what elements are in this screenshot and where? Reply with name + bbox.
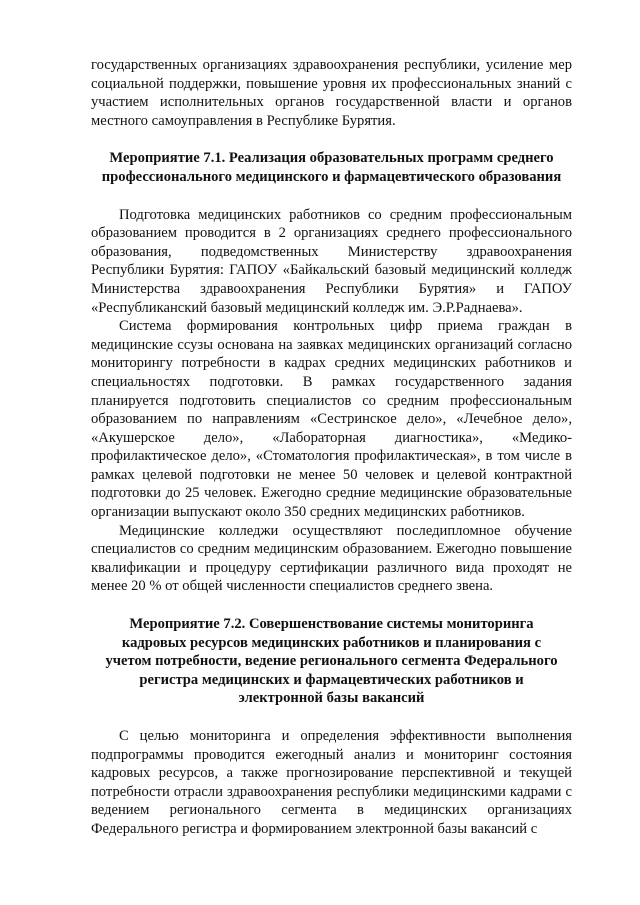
section-heading-7-2: Мероприятие 7.2. Совершенствование системы мониторинга кадровых ресурсов медицинских работников и планирования с учетом потребности, ведение регионального сегмента Федерального регистра медицинских и фармацевтических работников и электронной базы вакансий xyxy=(105,616,558,707)
paragraph-admission-system: Система формирования контрольных цифр приема граждан в медицинские ссузы основана на заявках медицинских организаций согласно мониторингу потребности в кадрах средних медицинских работников и специальностях подготовки. В рамках государственного задания планируется подготовить специалистов со средним профессиональным образованием по направлениям «Сестринское дело», «Лечебное дело», «Акушерское дело», «Лабораторная диагностика», «Медико-профилактическое дело», «Стоматология профилактическая», в том числе в рамках целевой подготовки не менее 50 человек и целевой контрактной подготовки до 25 человек. Ежегодно средние медицинские образовательные организации выпускают около 350 средних медицинских работников. xyxy=(91,318,572,521)
paragraph-continuation: государственных организациях здравоохранения республики, усиление мер социальной поддержки, повышение уровня их профессиональных знаний с участием исполнительных органов государственной власти и органов местного самоуправления в Республике Бурятия. xyxy=(91,57,572,129)
spacer xyxy=(91,708,572,727)
spacer xyxy=(91,187,572,206)
section-heading-7-1: Мероприятие 7.1. Реализация образовательных программ среднего профессионального медицинского и фармацевтического образования xyxy=(101,150,562,185)
paragraph-monitoring: С целью мониторинга и определения эффективности выполнения подпрограммы проводится ежегодный анализ и мониторинг состояния кадровых ресурсов, а также прогнозирование перспективной и текущей потребности отрасли здравоохранения республики медицинскими кадрами с ведением регионального сегмента в медицинских организациях Федерального регистра и формированием электронной базы вакансий с xyxy=(91,728,572,837)
paragraph-postgraduate: Медицинские колледжи осуществляют последипломное обучение специалистов со средним медицинским образованием. Ежегодно повышение квалификации и процедуру сертификации различного вида проходят не менее 20 % от общей численности специалистов среднего звена. xyxy=(91,522,572,595)
paragraph-training: Подготовка медицинских работников со средним профессиональным образованием проводится в 2 организациях среднего профессионального образования, подведомственных Министерству здравоохранения Республики Бурятия: ГАПОУ «Байкальский базовый медицинский колледж Министерства здравоохранения Республики Бурятия» и ГАПОУ «Республиканский базовый медицинский колледж им. Э.Р.Раднаева». xyxy=(91,206,572,316)
document-page xyxy=(91,56,572,839)
spacer xyxy=(91,130,572,149)
spacer xyxy=(91,596,572,615)
